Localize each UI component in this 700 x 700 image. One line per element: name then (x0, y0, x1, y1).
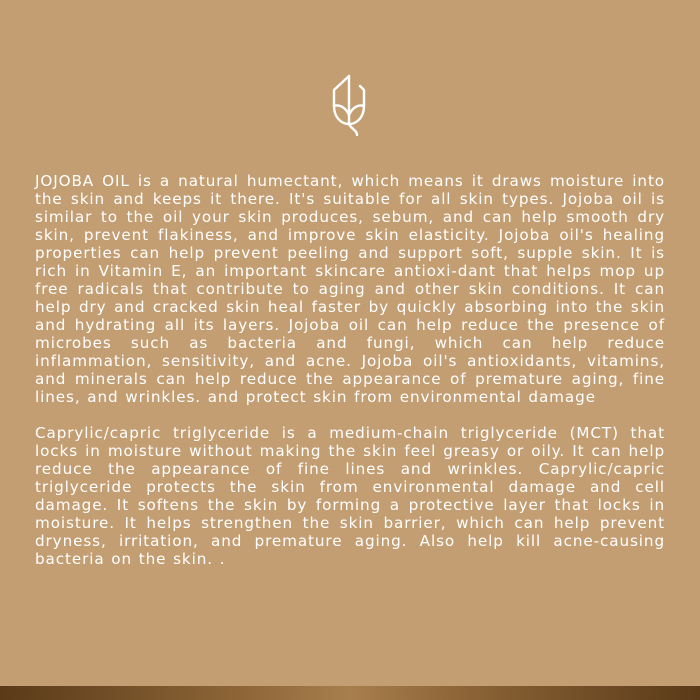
caprylic-triglyceride-paragraph: Caprylic/capric triglyceride is a medium-chain triglyceride (MCT) that locks in moisture without making the skin feel greasy or oily. It can help reduce the appearance of fine lines and wrinkles. Caprylic/capric triglyceride protects the skin from environmental damage and cell damage. It softens the skin by forming a protective layer that locks in moisture. It helps strengthen the skin barrier, which can help prevent dryness, irritation, and premature aging. Also help kill acne-causing bacteria on the skin. . (35, 424, 665, 568)
jojoba-oil-paragraph: JOJOBA OIL is a natural humectant, which means it draws moisture into the skin and keeps it there. It's suitable for all skin types. Jojoba oil is similar to the oil your skin produces, sebum, and can help smooth dry skin, prevent flakiness, and improve skin elasticity. Jojoba oil's healing properties can help prevent peeling and support soft, supple skin. It is rich in Vitamin E, an important skincare antioxi-dant that helps mop up free radicals that contribute to aging and other skin conditions. It can help dry and cracked skin heal faster by quickly absorbing into the skin and hydrating all its layers. Jojoba oil can help reduce the presence of microbes such as bacteria and fungi, which can help reduce inflammation, sensitivity, and acne. Jojoba oil's antioxidants, vitamins, and minerals can help reduce the appearance of premature aging, fine lines, and wrinkles. and protect skin from environmental damage (35, 172, 665, 406)
description-text (35, 172, 665, 568)
bottom-gradient-strip (0, 686, 700, 700)
leaf-drop-icon (327, 73, 371, 137)
